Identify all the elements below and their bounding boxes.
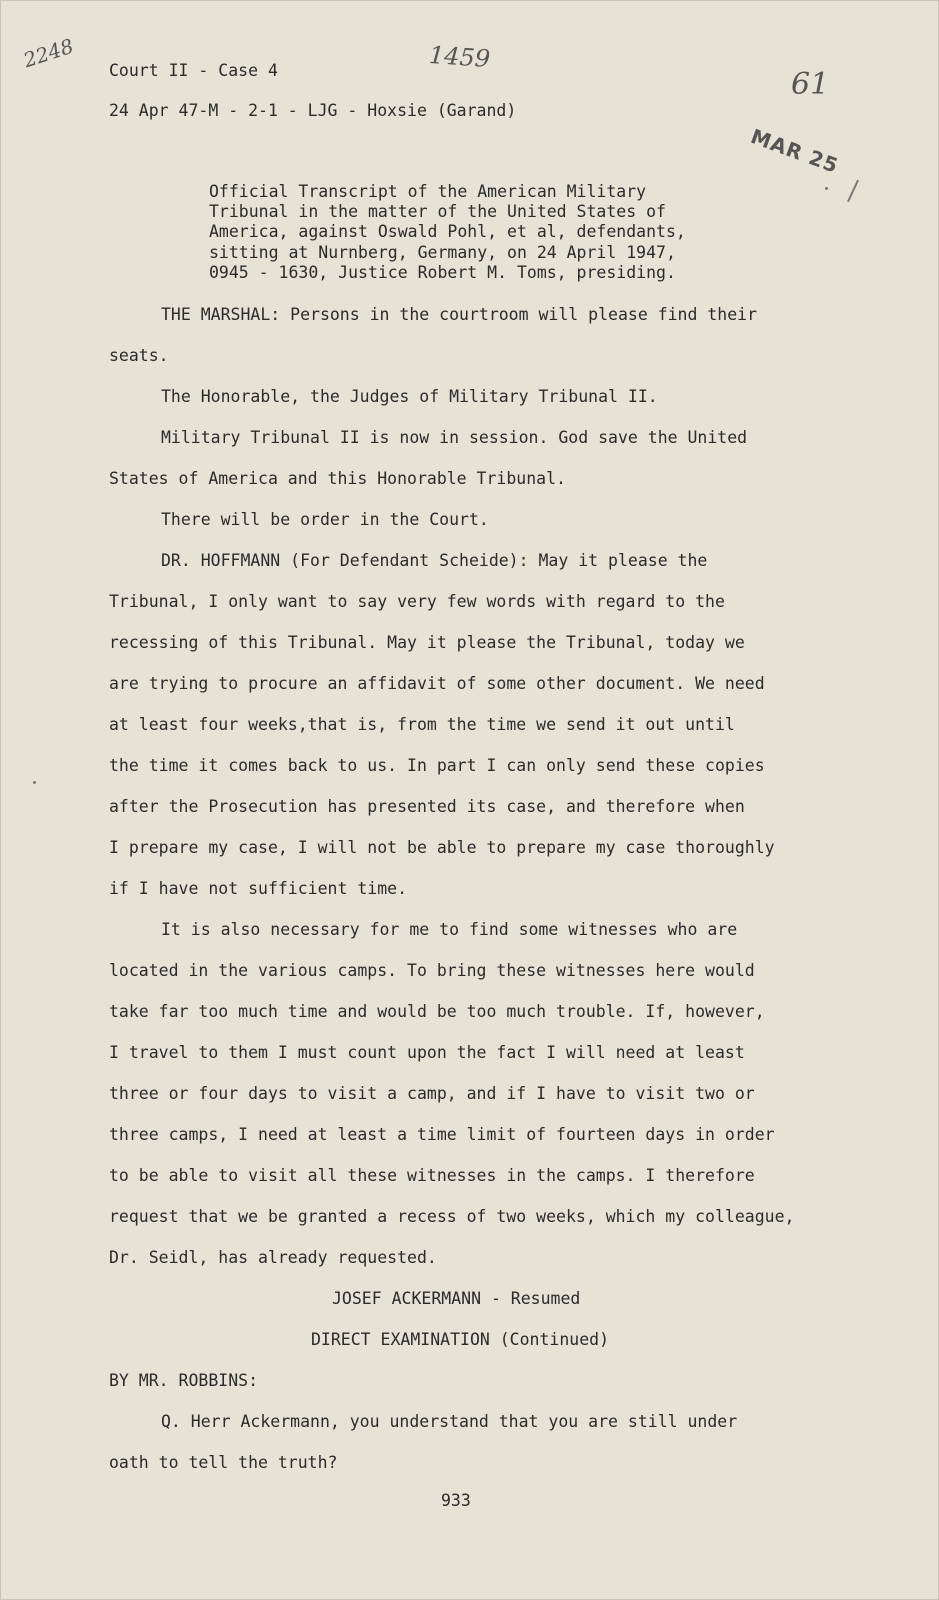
body-line: request that we be granted a recess of two weeks, which my colleague, [109,1207,795,1226]
body-line: if I have not sufficient time. [109,879,408,898]
body-line: Tribunal, I only want to say very few words with regard to the [109,592,725,611]
body-line: I travel to them I must count upon the fact I will need at least [109,1043,745,1062]
caption-line: sitting at Nurnberg, Germany, on 24 April 1947, [209,243,676,262]
body-line: three or four days to visit a camp, and if I have to visit two or [109,1084,755,1103]
corner-number-annotation: 2248 [20,33,77,73]
caption-line: Tribunal in the matter of the United States of [209,202,666,221]
body-line: recessing of this Tribunal. May it please the Tribunal, today we [109,633,745,652]
pencil-mark [847,180,859,203]
body-line: located in the various camps. To bring these witnesses here would [109,961,755,980]
body-line: Dr. Seidl, has already requested. [109,1248,437,1267]
top-number-annotation: 1459 [428,40,491,74]
body-line: DR. HOFFMANN (For Defendant Scheide): May it please the [161,551,708,570]
body-line: are trying to procure an affidavit of some other document. We need [109,674,765,693]
caption-line: America, against Oswald Pohl, et al, defendants, [209,222,686,241]
body-line: three camps, I need at least a time limit of fourteen days in order [109,1125,775,1144]
witness-heading: JOSEF ACKERMANN - Resumed [332,1289,581,1308]
question-line: Q. Herr Ackermann, you understand that you are still under [161,1412,738,1431]
body-line: seats. [109,346,169,365]
body-line: There will be order in the Court. [161,510,489,529]
body-line: Military Tribunal II is now in session. God save the United [161,428,748,447]
body-line: after the Prosecution has presented its case, and therefore when [109,797,745,816]
caption-line: 0945 - 1630, Justice Robert M. Toms, presiding. [209,263,676,282]
body-line: the time it comes back to us. In part I can only send these copies [109,756,765,775]
paper-speck [33,781,36,784]
page-mark-annotation: 61 [791,67,830,102]
body-line: States of America and this Honorable Tribunal. [109,469,566,488]
header-case-line: Court II - Case 4 [109,61,278,80]
question-line: oath to tell the truth? [109,1453,338,1472]
body-line: to be able to visit all these witnesses in the camps. I therefore [109,1166,755,1185]
body-line: The Honorable, the Judges of Military Tribunal II. [161,387,658,406]
body-line: THE MARSHAL: Persons in the courtroom will please find their [161,305,758,324]
body-line: take far too much time and would be too much trouble. If, however, [109,1002,765,1021]
date-stamp: MAR 25 [747,124,842,178]
body-line: It is also necessary for me to find some witnesses who are [161,920,738,939]
header-session-line: 24 Apr 47-M - 2-1 - LJG - Hoxsie (Garand) [109,101,517,120]
caption-line: Official Transcript of the American Military [209,182,647,201]
paper-speck [825,187,828,190]
examination-heading: DIRECT EXAMINATION (Continued) [311,1330,610,1349]
page-number: 933 [441,1491,471,1510]
examiner-line: BY MR. ROBBINS: [109,1371,259,1390]
body-line: at least four weeks,that is, from the time we send it out until [109,715,735,734]
body-line: I prepare my case, I will not be able to prepare my case thoroughly [109,838,775,857]
